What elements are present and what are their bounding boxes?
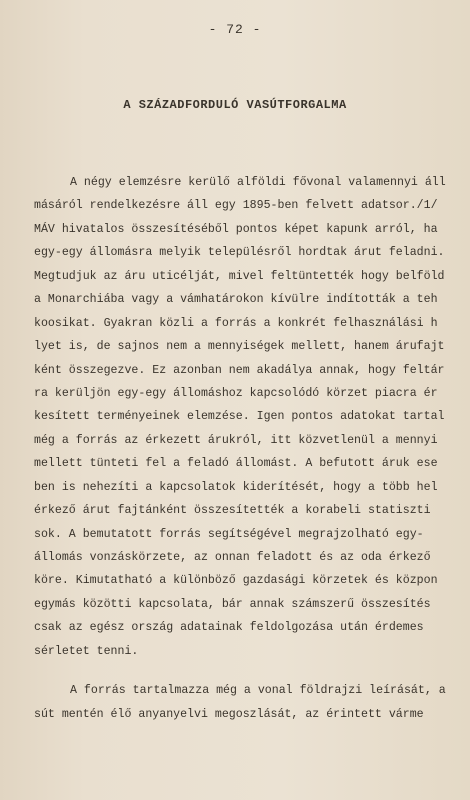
text-line: A forrás tartalmazza még a vonal földrajzi leírását, a — [70, 684, 446, 698]
body-text — [34, 171, 470, 726]
text-line: köre. Kimutatható a különböző gazdasági körzetek és közpon — [34, 574, 438, 588]
text-line: MÁV hivatalos összesítéséből pontos képet kapunk arról, ha — [34, 222, 438, 236]
text-line: egy-egy állomásra melyik településről hordtak árut feladni. — [34, 246, 445, 260]
text-line: csak az egész ország adatainak feldolgozása után érdemes — [34, 621, 424, 635]
text-line: sok. A bemutatott forrás segítségével megrajzolható egy- — [34, 527, 424, 541]
text-line: másáról rendelkezésre áll egy 1895-ben felvett adatsor./1/ — [34, 199, 438, 213]
text-line: a Monarchiába vagy a vámhatárokon kívülre indították a teh — [34, 293, 438, 307]
text-line: ra kerüljön egy-egy állomáshoz kapcsolódó körzet piacra ér — [34, 386, 438, 400]
text-line: sérletet tenni. — [34, 644, 139, 658]
text-line: még a forrás az érkezett árukról, itt közvetlenül a mennyi — [34, 433, 438, 447]
text-line: koosikat. Gyakran közli a forrás a konkrét felhasználási h — [34, 316, 438, 330]
page-number: - 72 - — [208, 22, 262, 37]
paragraph-gap — [34, 663, 470, 679]
chapter-heading: A SZÁZADFORDULÓ VASÚTFORGALMA — [123, 98, 347, 112]
text-line: kesített terményeinek elemzése. Igen pontos adatokat tartal — [34, 410, 445, 424]
text-line: ben is nehezíti a kapcsolatok kiderítését, hogy a több hel — [34, 480, 438, 494]
text-line: állomás vonzáskörzete, az onnan feladott és az oda érkező — [34, 551, 431, 564]
text-line: Megtudjuk az áru uticélját, mivel feltüntették hogy belföld — [34, 269, 445, 283]
text-line: ként összegezve. Ez azonban nem akadálya annak, hogy feltár — [34, 363, 445, 377]
text-line: egymás közötti kapcsolata, bár annak számszerű összesítés — [34, 597, 431, 611]
text-line: sút mentén élő anyanyelvi megoszlását, az érintett várme — [34, 707, 424, 721]
text-line: A négy elemzésre kerülő alföldi fővonal valamennyi áll — [70, 176, 446, 189]
text-line: érkező árut fajtánként összesítették a korabeli statiszti — [34, 504, 431, 518]
text-line: lyet is, de sajnos nem a mennyiségek mellett, hanem árufajt — [34, 340, 445, 354]
text-line: mellett tünteti fel a feladó állomást. A befutott áruk ese — [34, 457, 438, 471]
